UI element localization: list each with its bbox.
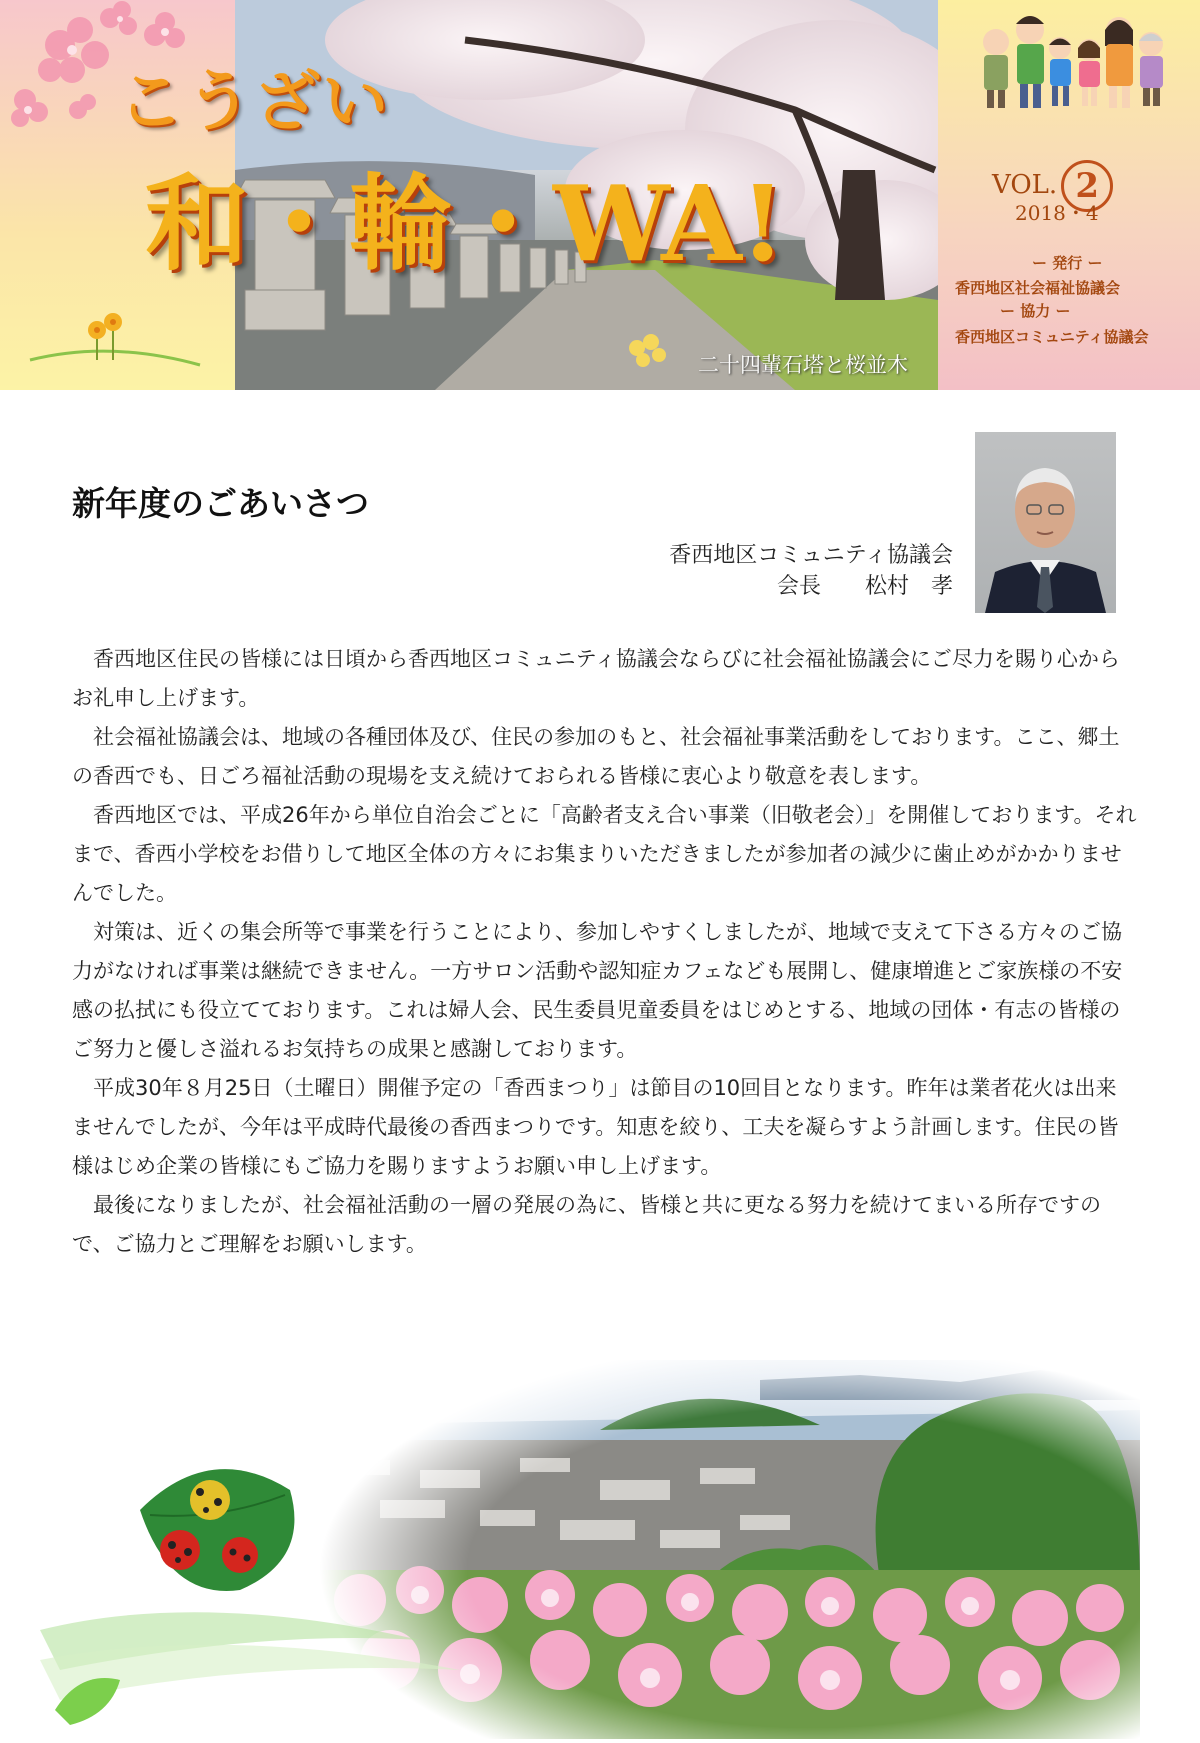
paragraph: 香西地区では、平成26年から単位自治会ごとに「高齢者支え合い事業（旧敬老会）」を開催しております。それまで、香西小学校をお借りして地区全体の方々にお集まりいただきましたが参加者の減少に歯止めがかかりませんでした。: [72, 803, 1137, 905]
publisher-name: 香西地区社会福祉協議会: [955, 279, 1121, 297]
publisher-label: ー 発行 ー: [1032, 254, 1103, 272]
paragraph: 香西地区住民の皆様には日頃から香西地区コミュニティ協議会ならびに社会福祉協議会にご尽力を賜り心からお礼申し上げます。: [72, 647, 1120, 710]
paragraph: 対策は、近くの集会所等で事業を行うことにより、参加しやすくしましたが、地域で支えて下さる方々のご協力がなければ事業は継続できません。一方サロン活動や認知症カフェなども展開し、健康増進とご家族様の不安感の払拭にも役立てております。これは婦人会、民生委員児童委員をはじめとする、地域の団体・有志の皆様のご努力と優しさ溢れるお気持ちの成果と感謝しております。: [72, 920, 1123, 1061]
volume-prefix: VOL.: [992, 170, 1058, 200]
article-title: 新年度のごあいさつ: [72, 484, 369, 523]
header-banner: [0, 0, 1200, 390]
photo-caption: 二十四輩石塔と桜並木: [698, 353, 908, 377]
town-and-azalea-image: [0, 1340, 1200, 1739]
issue-date: 2018・4: [1015, 201, 1099, 225]
author-block: [669, 540, 953, 602]
article-body: [72, 640, 1137, 1264]
logo-wa-text: 和・輪・WA!: [145, 162, 784, 285]
author-portrait-photo: [975, 432, 1116, 613]
paragraph: 社会福祉協議会は、地域の各種団体及び、住民の参加のもと、社会福祉事業活動をしております。ここ、郷土の香西でも、日ごろ福祉活動の現場を支え続けておられる皆様に衷心より敬意を表します。: [72, 725, 1120, 788]
paragraph: 最後になりましたが、社会福祉活動の一層の発展の為に、皆様と共に更なる努力を続けてまいる所存ですので、ご協力とご理解をお願いします。: [72, 1193, 1101, 1256]
portrait-image: [975, 432, 1116, 613]
bottom-landscape-photo: [0, 1340, 1200, 1739]
paragraph: 平成30年８月25日（土曜日）開催予定の「香西まつり」は節目の10回目となります。昨年は業者花火は出来ませんでしたが、今年は平成時代最後の香西まつりです。知恵を絞り、工夫を凝らすよう計画します。住民の皆様はじめ企業の皆様にもご協力を賜りますようお願い申し上げます。: [72, 1076, 1119, 1178]
author-organization: 香西地区コミュニティ協議会: [669, 543, 953, 568]
author-role-name: 会長 松村 孝: [776, 574, 953, 599]
family-illustration-icon: [938, 0, 1200, 120]
ladybug-leaf-icon: [140, 1469, 294, 1591]
logo-kouzai-text: こうざい: [118, 63, 390, 140]
volume-number: 2: [1061, 160, 1113, 212]
cooperator-label: ー 協力 ー: [1000, 302, 1071, 320]
cooperator-name: 香西地区コミュニティ協議会: [955, 328, 1149, 346]
